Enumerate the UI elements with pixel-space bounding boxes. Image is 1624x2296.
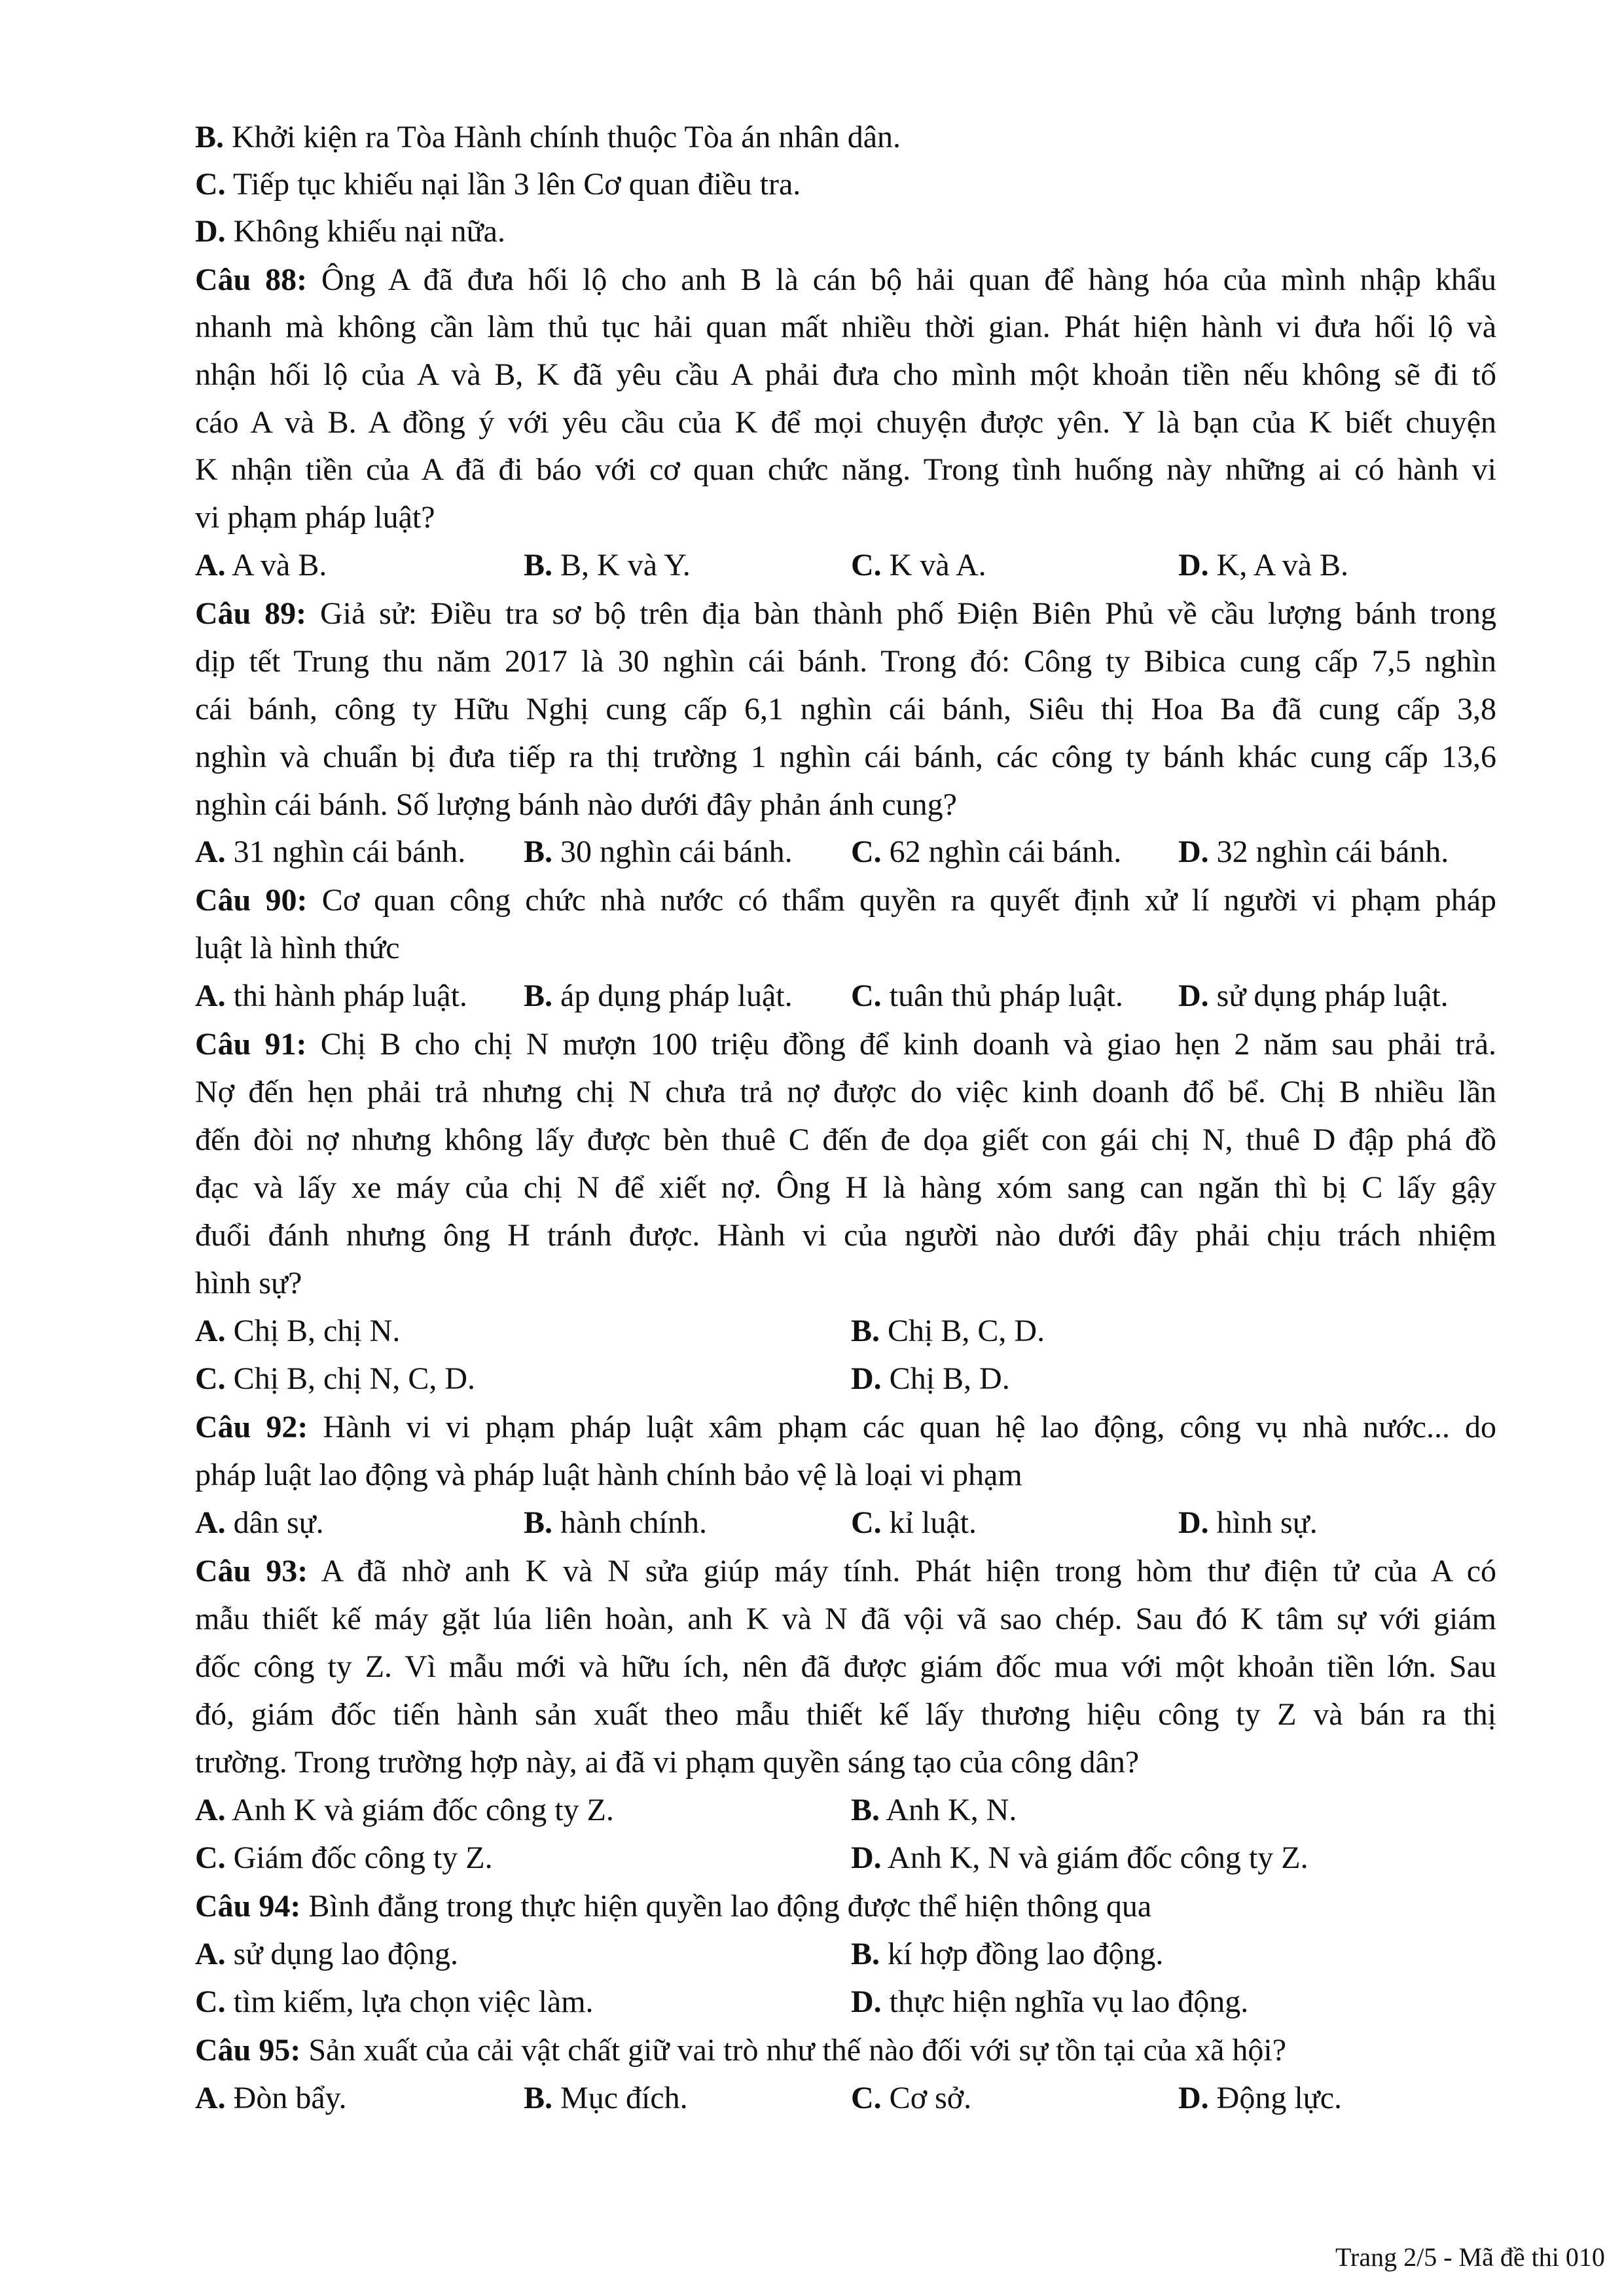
q95-option-a: A. Đòn bẩy. bbox=[195, 2081, 347, 2115]
q95-line-1: Câu 95: Sản xuất của cải vật chất giữ vai trò như thế nào đối với sự tồn tại của xã hội? bbox=[195, 2033, 1287, 2068]
q93-option-b: B. Anh K, N. bbox=[851, 1793, 1017, 1827]
q88-line-1: Câu 88: Ông A đã đưa hối lộ cho anh B là cán bộ hải quan để hàng hóa của mình nhập khẩu bbox=[195, 262, 1497, 297]
q91-label: Câu 91: bbox=[195, 1027, 307, 1062]
q88-option-b: B. B, K và Y. bbox=[524, 548, 691, 583]
q93-label: Câu 93: bbox=[195, 1554, 308, 1588]
q93-line-2: mẫu thiết kế máy gặt lúa liên hoàn, anh K và N đã vội vã sao chép. Sau đó K tâm sự với giám bbox=[195, 1602, 1496, 1636]
q91-option-c: C. Chị B, chị N, C, D. bbox=[195, 1361, 476, 1396]
q88-line-2: nhanh mà không cần làm thủ tục hải quan mất nhiều thời gian. Phát hiện hành vi đưa hối lộ và bbox=[195, 310, 1496, 344]
q88-label: Câu 88: bbox=[195, 262, 308, 297]
q92-line-2: pháp luật lao động và pháp luật hành chính bảo vệ là loại vi phạm bbox=[195, 1458, 1022, 1492]
q92-line-1: Câu 92: Hành vi vi phạm pháp luật xâm phạm các quan hệ lao động, công vụ nhà nước... do bbox=[195, 1410, 1497, 1444]
q93-line-5: trường. Trong trường hợp này, ai đã vi phạm quyền sáng tạo của công dân? bbox=[195, 1745, 1140, 1780]
q95-label: Câu 95: bbox=[195, 2033, 301, 2068]
prev-option-b: B. Khởi kiện ra Tòa Hành chính thuộc Tòa án nhân dân. bbox=[195, 120, 901, 154]
q89-option-d: D. 32 nghìn cái bánh. bbox=[1178, 834, 1449, 869]
q91-line-3: đến đòi nợ nhưng không lấy được bèn thuê C đến đe dọa giết con gái chị N, thuê D đập phá đồ bbox=[195, 1122, 1496, 1157]
q89-line-1: Câu 89: Giả sử: Điều tra sơ bộ trên địa bàn thành phố Điện Biên Phủ về cầu lượng bánh trong bbox=[195, 596, 1497, 631]
q88-line-5: K nhận tiền của A đã đi báo với cơ quan chức năng. Trong tình huống này những ai có hành vi bbox=[195, 452, 1496, 487]
q90-option-d: D. sử dụng pháp luật. bbox=[1178, 978, 1449, 1013]
q88-line-4: cáo A và B. A đồng ý với yêu cầu của K để mọi chuyện được yên. Y là bạn của K biết chuyện bbox=[195, 405, 1496, 440]
q90-option-c: C. tuân thủ pháp luật. bbox=[851, 978, 1123, 1013]
q90-option-b: B. áp dụng pháp luật. bbox=[524, 978, 793, 1013]
q92-option-b: B. hành chính. bbox=[524, 1505, 707, 1540]
q91-line-5: đuổi đánh nhưng ông H tránh được. Hành vi của người nào dưới đây phải chịu trách nhiệm bbox=[195, 1218, 1496, 1253]
q95-option-b: B. Mục đích. bbox=[524, 2081, 688, 2115]
prev-option-d: D. Không khiếu nại nữa. bbox=[195, 214, 505, 249]
q93-option-d: D. Anh K, N và giám đốc công ty Z. bbox=[851, 1840, 1308, 1875]
q91-line-1: Câu 91: Chị B cho chị N mượn 100 triệu đồng để kinh doanh và giao hẹn 2 năm sau phải trả. bbox=[195, 1027, 1496, 1062]
q88-option-c: C. K và A. bbox=[851, 548, 986, 583]
q90-label: Câu 90: bbox=[195, 883, 308, 918]
q89-option-a: A. 31 nghìn cái bánh. bbox=[195, 834, 466, 869]
q91-line-6: hình sự? bbox=[195, 1266, 302, 1300]
q90-option-a: A. thi hành pháp luật. bbox=[195, 978, 467, 1013]
q88-option-a: A. A và B. bbox=[195, 548, 327, 583]
q89-option-c: C. 62 nghìn cái bánh. bbox=[851, 834, 1122, 869]
q89-line-4: nghìn và chuẩn bị đưa tiếp ra thị trường 1 nghìn cái bánh, các công ty bánh khác cung cấp 13,6 bbox=[195, 740, 1496, 774]
q94-option-d: D. thực hiện nghĩa vụ lao động. bbox=[851, 1984, 1249, 2019]
q88-line-6: vi phạm pháp luật? bbox=[195, 500, 435, 535]
q94-option-b: B. kí hợp đồng lao động. bbox=[851, 1937, 1164, 1971]
q88-option-d: D. K, A và B. bbox=[1178, 548, 1349, 583]
q92-option-a: A. dân sự. bbox=[195, 1505, 324, 1540]
q89-line-2: dịp tết Trung thu năm 2017 là 30 nghìn cái bánh. Trong đó: Công ty Bibica cung cấp 7,5 nghìn bbox=[195, 644, 1496, 679]
q89-line-3: cái bánh, công ty Hữu Nghị cung cấp 6,1 nghìn cái bánh, Siêu thị Hoa Ba đã cung cấp 3,8 bbox=[195, 692, 1496, 726]
q93-line-3: đốc công ty Z. Vì mẫu mới và hữu ích, nên đã được giám đốc mua với một khoản tiền lớn. Sau bbox=[195, 1649, 1496, 1684]
q91-option-b: B. Chị B, C, D. bbox=[851, 1314, 1045, 1348]
q90-line-2: luật là hình thức bbox=[195, 931, 400, 965]
q93-option-c: C. Giám đốc công ty Z. bbox=[195, 1840, 493, 1875]
q91-option-d: D. Chị B, D. bbox=[851, 1361, 1010, 1396]
q91-line-2: Nợ đến hẹn phải trả nhưng chị N chưa trả nợ được do việc kinh doanh đổ bể. Chị B nhiều lần bbox=[195, 1075, 1496, 1109]
q91-line-4: đạc và lấy xe máy của chị N để xiết nợ. Ông H là hàng xóm sang can ngăn thì bị C lấy gậy bbox=[195, 1170, 1496, 1205]
q92-option-d: D. hình sự. bbox=[1178, 1505, 1318, 1540]
q94-line-1: Câu 94: Bình đẳng trong thực hiện quyền lao động được thể hiện thông qua bbox=[195, 1889, 1152, 1924]
q95-option-d: D. Động lực. bbox=[1178, 2081, 1342, 2115]
q93-line-4: đó, giám đốc tiến hành sản xuất theo mẫu thiết kế lấy thương hiệu công ty Z và bán ra thị bbox=[195, 1697, 1496, 1732]
q89-line-5: nghìn cái bánh. Số lượng bánh nào dưới đây phản ánh cung? bbox=[195, 787, 957, 822]
q88-line-3: nhận hối lộ của A và B, K đã yêu cầu A phải đưa cho mình một khoản tiền nếu không sẽ đi tố bbox=[195, 357, 1496, 392]
q89-label: Câu 89: bbox=[195, 596, 307, 631]
q92-label: Câu 92: bbox=[195, 1410, 308, 1444]
q95-option-c: C. Cơ sở. bbox=[851, 2081, 972, 2115]
prev-option-c: C. Tiếp tục khiếu nại lần 3 lên Cơ quan điều tra. bbox=[195, 167, 801, 202]
q93-option-a: A. Anh K và giám đốc công ty Z. bbox=[195, 1793, 614, 1827]
q90-line-1: Câu 90: Cơ quan công chức nhà nước có thẩm quyền ra quyết định xử lí người vi phạm pháp bbox=[195, 883, 1497, 918]
q94-option-c: C. tìm kiếm, lựa chọn việc làm. bbox=[195, 1984, 594, 2019]
q91-option-a: A. Chị B, chị N. bbox=[195, 1314, 401, 1348]
q94-option-a: A. sử dụng lao động. bbox=[195, 1937, 459, 1971]
q89-option-b: B. 30 nghìn cái bánh. bbox=[524, 834, 793, 869]
q94-label: Câu 94: bbox=[195, 1889, 301, 1924]
q92-option-c: C. kỉ luật. bbox=[851, 1505, 977, 1540]
page-footer: Trang 2/5 - Mã đề thi 010 bbox=[1335, 2242, 1605, 2272]
q93-line-1: Câu 93: A đã nhờ anh K và N sửa giúp máy tính. Phát hiện trong hòm thư điện tử của A có bbox=[195, 1554, 1497, 1588]
